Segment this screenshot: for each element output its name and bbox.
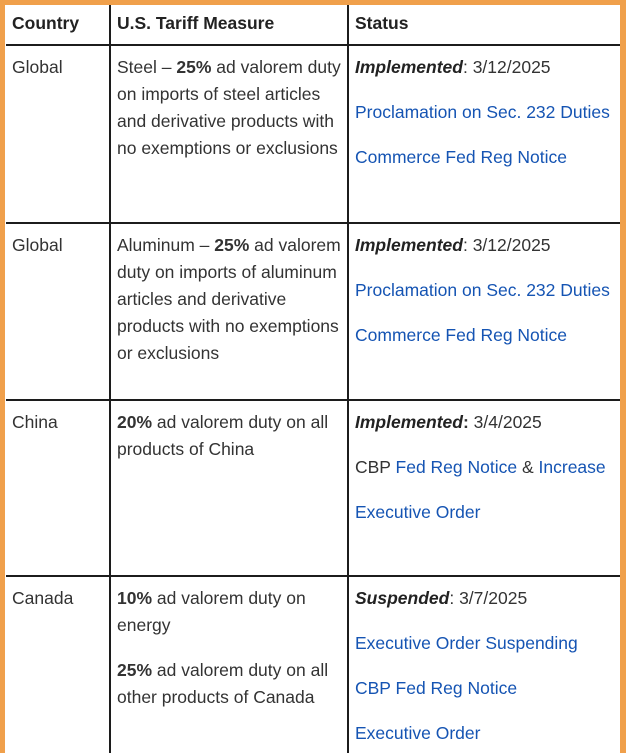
status-colon: : — [462, 57, 473, 77]
status-line — [355, 585, 614, 612]
status-cell — [348, 45, 620, 223]
fed-reg-notice-link[interactable]: Fed Reg Notice — [395, 457, 518, 477]
status-line — [355, 54, 614, 81]
status-colon: : — [449, 588, 460, 608]
measure-cell — [110, 45, 348, 223]
link-paragraph — [355, 99, 614, 126]
country-cell: China — [6, 400, 110, 576]
proclamation-link[interactable]: Proclamation on Sec. 232 Duties — [355, 280, 610, 300]
measure-rate: 20% — [117, 412, 153, 432]
table-row — [6, 45, 620, 223]
status-date: 3/12/2025 — [472, 57, 551, 77]
link-paragraph — [355, 630, 614, 657]
link-paragraph — [355, 277, 614, 304]
measure-text: ad valorem duty on imports of aluminum articles and derivative products with no exemptions or exclusions — [117, 235, 341, 363]
executive-order-link[interactable]: Executive Order — [355, 502, 481, 522]
table-row — [6, 223, 620, 400]
country-cell: Global — [6, 45, 110, 223]
status-word: Implemented — [355, 412, 463, 432]
header-country: Country — [6, 5, 110, 45]
link-paragraph — [355, 720, 614, 747]
country-cell: Canada — [6, 576, 110, 753]
link-paragraph — [355, 322, 614, 349]
status-date: 3/12/2025 — [472, 235, 551, 255]
status-word: Implemented — [355, 235, 463, 255]
link-paragraph — [355, 454, 614, 481]
table-row — [6, 400, 620, 576]
increase-link[interactable]: Increase — [538, 457, 606, 477]
proclamation-link[interactable]: Proclamation on Sec. 232 Duties — [355, 102, 610, 122]
measure-paragraph — [117, 657, 341, 711]
executive-order-link[interactable]: Executive Order — [355, 723, 481, 743]
measure-rate: 10% — [117, 588, 153, 608]
status-date: 3/4/2025 — [468, 412, 542, 432]
measure-cell — [110, 400, 348, 576]
cbp-fed-reg-notice-link[interactable]: CBP Fed Reg Notice — [355, 678, 518, 698]
measure-text: ad valorem duty on all products of China — [117, 412, 329, 459]
measure-cell — [110, 576, 348, 753]
measure-rate: 25% — [117, 660, 153, 680]
link-paragraph — [355, 499, 614, 526]
cbp-prefix: CBP — [355, 457, 396, 477]
fed-reg-notice-link[interactable]: Commerce Fed Reg Notice — [355, 147, 568, 167]
ampersand: & — [517, 457, 539, 477]
status-cell — [348, 576, 620, 753]
status-word: Suspended — [355, 588, 450, 608]
table-row — [6, 576, 620, 753]
header-status: Status — [348, 5, 620, 45]
link-paragraph — [355, 675, 614, 702]
measure-text: ad valorem duty on imports of steel articles and derivative products with no exemptions or exclusions — [117, 57, 341, 158]
measure-prefix: Aluminum – — [117, 235, 215, 255]
fed-reg-notice-link[interactable]: Commerce Fed Reg Notice — [355, 325, 568, 345]
status-line — [355, 232, 614, 259]
measure-text: ad valorem duty on energy — [117, 588, 306, 635]
measure-prefix: Steel – — [117, 57, 177, 77]
status-date: 3/7/2025 — [459, 588, 528, 608]
status-line — [355, 409, 614, 436]
measure-rate: 25% — [176, 57, 212, 77]
tariff-table — [6, 5, 620, 753]
status-colon: : — [462, 235, 473, 255]
measure-text: ad valorem duty on all other products of Canada — [117, 660, 329, 707]
country-cell: Global — [6, 223, 110, 400]
status-colon: : — [462, 412, 469, 432]
executive-order-suspending-link[interactable]: Executive Order Suspending — [355, 633, 578, 653]
measure-cell — [110, 223, 348, 400]
measure-paragraph — [117, 585, 341, 639]
status-cell — [348, 400, 620, 576]
header-measure: U.S. Tariff Measure — [110, 5, 348, 45]
measure-rate: 25% — [214, 235, 250, 255]
header-row — [6, 5, 620, 45]
status-word: Implemented — [355, 57, 463, 77]
link-paragraph — [355, 144, 614, 171]
status-cell — [348, 223, 620, 400]
